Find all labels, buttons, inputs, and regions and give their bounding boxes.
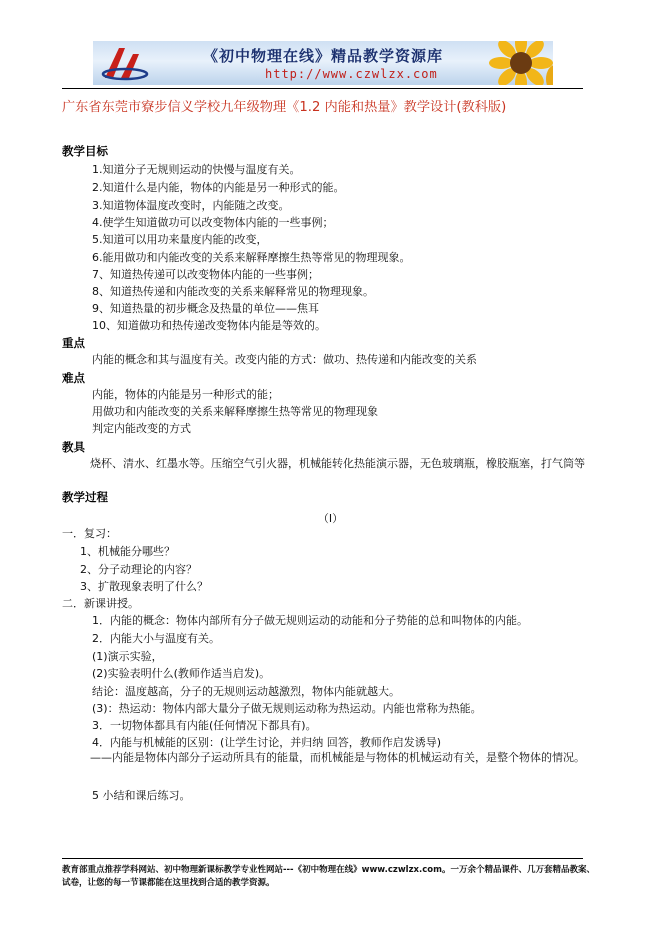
difficult-point-text: 内能，物体的内能是另一种形式的能； [92, 388, 279, 401]
new-lesson-item: (1)演示实验， [92, 650, 163, 663]
process-heading: 教学过程 [62, 490, 108, 504]
objective-item: 7、知道热传递可以改变物体内能的一些事例； [92, 268, 319, 281]
footer-rule [62, 858, 583, 859]
objective-item: 6.能用做功和内能改变的关系来解释摩擦生热等常见的物理现象。 [92, 251, 411, 264]
objective-item: 1.知道分子无规则运动的快慢与温度有关。 [92, 163, 301, 176]
difficult-points-heading: 难点 [62, 371, 85, 385]
new-lesson-item: 1．内能的概念：物体内部所有分子做无规则运动的动能和分子势能的总和叫物体的内能。 [92, 614, 528, 627]
document-title: 广东省东莞市寮步信义学校九年级物理《1.2 内能和热量》教学设计(教科版) [62, 100, 507, 115]
header-rule [62, 88, 583, 89]
difficult-point-text: 判定内能改变的方式 [92, 422, 191, 435]
objective-item: 9、知道热量的初步概念及热量的单位——焦耳 [92, 302, 319, 315]
banner-title: 《初中物理在线》精品教学资源库 [203, 47, 444, 65]
new-lesson-item: 结论：温度越高，分子的无规则运动越激烈，物体内能就越大。 [92, 685, 400, 698]
site-logo-icon [99, 44, 149, 82]
period-label: （I） [317, 512, 344, 525]
review-heading: 一．复习： [62, 527, 117, 540]
new-lesson-item: 2．内能大小与温度有关。 [92, 632, 220, 645]
difference-paragraph [62, 749, 586, 767]
site-banner [93, 41, 553, 85]
objective-item: 5.知道可以用功来量度内能的改变， [92, 233, 268, 246]
new-lesson-heading: 二．新课讲授。 [62, 597, 139, 610]
objective-item: 8、知道热传递和内能改变的关系来解释常见的物理现象。 [92, 285, 374, 298]
new-lesson-item: 4．内能与机械能的区别：(让学生讨论，并归纳 回答，教师作启发诱导) [92, 736, 442, 749]
objective-item: 2.知道什么是内能，物体的内能是另一种形式的能。 [92, 181, 345, 194]
difference-text: ——内能是物体内部分子运动所具有的能量，而机械能是与物体的机械运动有关，是整个物体的情况。 [90, 751, 585, 764]
difficult-point-text: 用做功和内能改变的关系来解释摩擦生热等常见的物理现象 [92, 405, 378, 418]
review-item: 2、分子动理论的内容？ [80, 563, 197, 576]
review-item: 1、机械能分哪些？ [80, 545, 175, 558]
tools-text-content: 烧杯、清水、红墨水等。压缩空气引火器，机械能转化热能演示器，无色玻璃瓶，橡胶瓶塞，打气筒等 [90, 457, 585, 470]
objective-item: 3.知道物体温度改变时，内能随之改变。 [92, 199, 290, 212]
objectives-heading: 教学目标 [62, 144, 108, 158]
summary-line: 5 小结和课后练习。 [92, 789, 191, 802]
key-points-heading: 重点 [62, 336, 85, 350]
banner-url[interactable]: http://www.czwlzx.com [265, 67, 438, 81]
sunflower-icon [481, 41, 553, 85]
tools-heading: 教具 [62, 440, 85, 454]
new-lesson-item: (3)：热运动：物体内部大量分子做无规则运动称为热运动。内能也常称为热能。 [92, 702, 482, 715]
tools-text [62, 455, 586, 473]
new-lesson-item: 3．一切物体都具有内能(任何情况下都具有)。 [92, 719, 317, 732]
objective-item: 4.使学生知道做功可以改变物体内能的一些事例； [92, 216, 334, 229]
key-point-text: 内能的概念和其与温度有关。改变内能的方式：做功、热传递和内能改变的关系 [92, 353, 477, 366]
footer-text: 教育部重点推荐学科网站、初中物理新课标教学专业性网站---《初中物理在线》www.czwlzx.com。一万余个精品课件、几万套精品教案、试卷，让您的每一节课都能在这里找到合适的教学资源。 [62, 865, 595, 888]
review-item: 3、扩散现象表明了什么？ [80, 580, 208, 593]
new-lesson-item: (2)实验表明什么(教师作适当启发)。 [92, 667, 271, 680]
objective-item: 10、知道做功和热传递改变物体内能是等效的。 [92, 319, 326, 332]
